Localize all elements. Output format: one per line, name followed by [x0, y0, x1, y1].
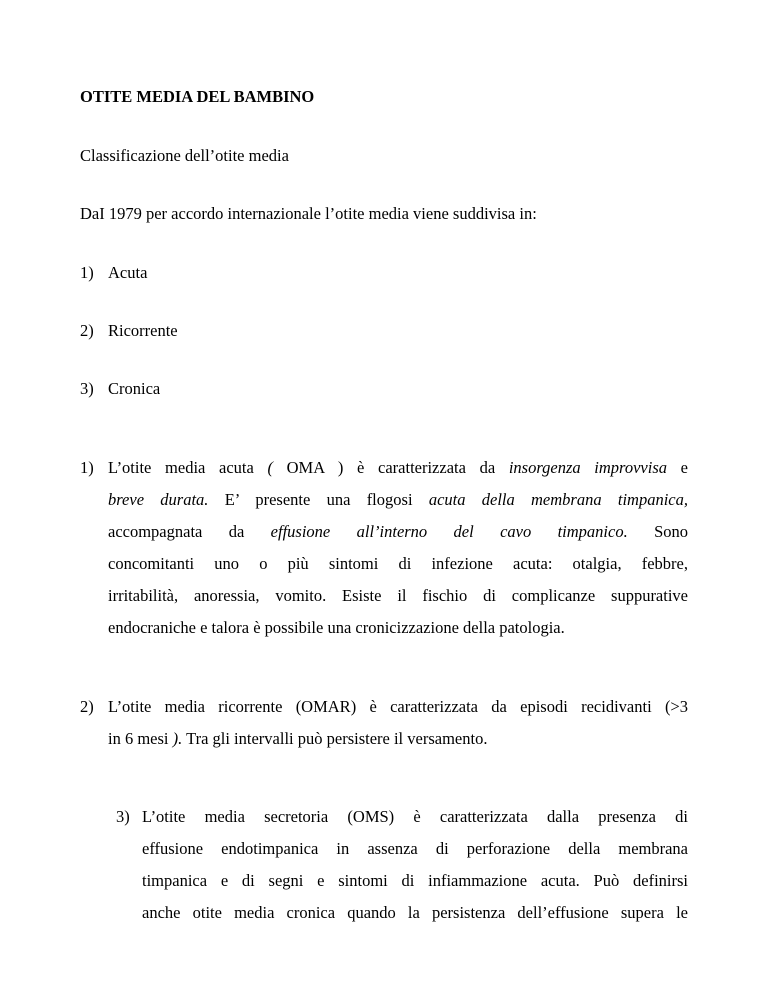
paragraph-line: endocraniche e talora è possibile una cronicizzazione della patologia. — [108, 618, 565, 637]
paragraph-number: 3) — [116, 807, 130, 826]
paragraph-line: timpanica e di segni e sintomi di infiammazione acuta. Può definirsi — [142, 871, 688, 890]
intro-sentence: DaI 1979 per accordo internazionale l’otite media viene suddivisa in: — [80, 204, 537, 223]
paragraph-line: L’otite media ricorrente (OMAR) è caratterizzata da episodi recidivanti (>3 — [108, 697, 688, 716]
paragraph-line: irritabilità, anoressia, vomito. Esiste il fischio di complicanze suppurative — [108, 586, 688, 605]
paragraph-number: 2) — [80, 697, 94, 716]
list-number: 3) — [80, 379, 94, 398]
list-item — [80, 381, 160, 398]
list-item — [80, 265, 147, 282]
paragraph-line: in 6 mesi ). Tra gli intervalli può persistere il versamento. — [108, 729, 488, 748]
section-heading: Classificazione dell’otite media — [80, 146, 289, 165]
list-item — [80, 323, 178, 340]
list-label: Ricorrente — [108, 321, 178, 340]
list-label: Acuta — [108, 263, 148, 282]
list-number: 2) — [80, 321, 94, 340]
paragraph-line: accompagnata da effusione all’interno del cavo timpanico. Sono — [108, 522, 688, 541]
paragraph-line: breve durata. E’ presente una flogosi acuta della membrana timpanica, — [108, 490, 688, 509]
list-label: Cronica — [108, 379, 161, 398]
paragraph-number: 1) — [80, 458, 94, 477]
paragraph-line: anche otite media cronica quando la persistenza dell’effusione supera le — [142, 903, 688, 922]
paragraph-line: effusione endotimpanica in assenza di perforazione della membrana — [142, 839, 688, 858]
paragraph-line: L’otite media secretoria (OMS) è caratterizzata dalla presenza di — [142, 807, 688, 826]
paragraph-line: L’otite media acuta ( OMA ) è caratterizzata da insorgenza improvvisa e — [108, 458, 688, 477]
paragraph-line: concomitanti uno o più sintomi di infezione acuta: otalgia, febbre, — [108, 554, 688, 573]
list-number: 1) — [80, 263, 94, 282]
document-title: OTITE MEDIA DEL BAMBINO — [80, 87, 315, 106]
